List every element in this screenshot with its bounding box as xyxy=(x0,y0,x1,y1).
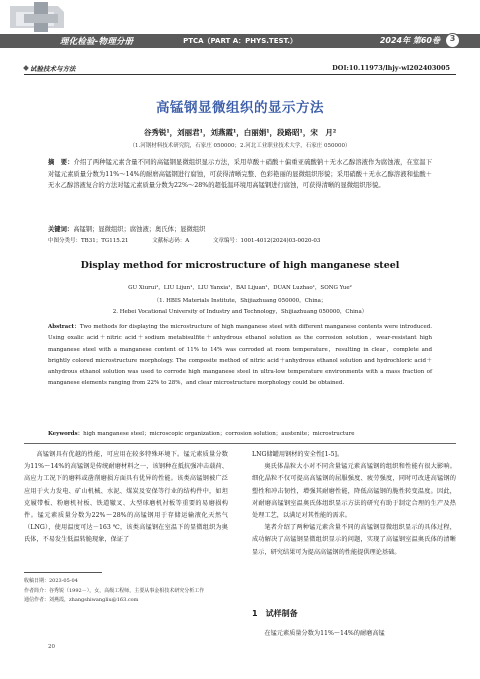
article-number: 文章编号：1001-4012(2024)03-0020-03 xyxy=(213,238,321,244)
issue-number: 3 xyxy=(449,34,456,43)
keywords-en-label: Keywords： xyxy=(48,431,84,437)
abstract-cn-text: 介绍了两种锰元素含量不同的高锰钢显微组织显示方法，采用草酸＋硝酸＋偏重亚硫酸钠＋无水乙醇溶液作为腐蚀液，在室温下对锰元素质量分数为11%～14%的耐磨高锰钢进行腐蚀，可获得清晰完整、色彩艳丽的显微组织形貌；采用硝酸＋无水乙醇溶液和盐酸＋无水乙醇溶液复合的方法对锰元素质量分数为22%～28%的超低温环境用高锰钢进行腐蚀，可获得清晰的显微组织形貌。 xyxy=(48,159,433,190)
body-paragraph: 笔者介绍了两种锰元素含量不同的高锰钢显微组织显示的具体过程，成功解决了高锰钢显微组织显示的问题，实现了高锰钢室温奥氏体的清晰显示，研究结果可为提高高锰钢的性能提供理论基础。 xyxy=(252,524,456,556)
body-left-column: 高锰钢具有优越的性能，可应用在较多特殊环境下。锰元素质量分数为11%～14%的高锰钢是传统耐磨材料之一，该钢种在抵抗强冲击载荷、高应力工况下的磨料或凿削磨损方面具有优异的性能。该类高锰钢被广泛应用于火力发电、矿山机械、水泥、煤炭及安保等行业的结构件中，如坦克履带板、粉磨机衬板、铁道辙叉、大型球磨机衬板等重要的易磨损构件。锰元素质量分数为22%～28%的高锰钢用于存储运输液化天然气（LNG），使用温度可达－163 ℃，该类高锰钢在室温下的显微组织为奥氏体，不易发生低温转脆现象，保证了 xyxy=(24,451,228,544)
affiliations-cn: （1.河钢材料技术研究院，石家庄 050000；2.河北工业职业技术大学，石家庄 050000） xyxy=(129,143,351,149)
body-paragraph: 奥氏体晶粒大小对不同含量锰元素高锰钢的组织和性能有很大影响。细化晶粒不仅可提高高锰钢的屈服强度、疲劳强度，同时可改进高锰钢的塑性和冲击韧性，增强其耐磨性能，降低高锰钢的脆性转变温度。因此，对耐磨高锰钢室温奥氏体组织显示方法的研究有助于制定合理的生产及热处理工艺，以满足对其性能的需求。 xyxy=(252,463,456,520)
author-bio: 作者简介：谷秀锐（1992－），女，高级工程师，主要从事金相技术研究分析工作 xyxy=(24,587,205,594)
section-heading: 1 试样制备 xyxy=(252,609,298,618)
received-date: 收稿日期：2023-05-04 xyxy=(24,578,78,584)
keywords-cn xyxy=(48,224,432,236)
abstract-cn xyxy=(48,157,432,192)
page-number: 20 xyxy=(48,644,55,650)
affiliation-en-1: （1. HBIS Materials Institute，Shijiazhuang 050000，China； xyxy=(153,298,327,304)
paper-title-cn: 高锰钢显微组织的显示方法 xyxy=(156,100,324,116)
authors-cn: 谷秀锐¹，刘丽君¹，刘燕霞¹，白丽娟¹，段路昭¹，宋 月² xyxy=(143,128,337,137)
footnote xyxy=(24,577,228,606)
keywords-en xyxy=(48,429,432,440)
keywords-cn-text: 高锰钢；显微组织；腐蚀液；奥氏体；显微组织 xyxy=(73,226,206,233)
paper-title-en: Display method for microstructure of high manganese steel xyxy=(80,260,400,271)
doi-link[interactable]: DOI:10.11973/lhjy-wl202403005 xyxy=(332,64,450,72)
journal-name: PTCA（PART A：PHYS.TEST.） xyxy=(183,37,297,45)
corresponding-author: 通信作者：刘燕霞，zhangshiwangliu@163.com xyxy=(24,597,139,603)
section-diamond-icon xyxy=(23,65,29,71)
authors-en: GU Xiurui¹，LIU Lijun¹，LIU Yanxia¹，BAI Lijuan¹，DUAN Luzhao¹，SONG Yue² xyxy=(128,285,352,291)
body-paragraph: 在锰元素质量分数为11%～14%的耐磨高锰 xyxy=(264,630,385,637)
keywords-cn-label: 关键词： xyxy=(48,226,74,233)
section-label: 试验技术与方法 xyxy=(30,65,76,73)
document-code: 文献标志码：A xyxy=(152,238,190,244)
abstract-en xyxy=(48,322,432,390)
affiliation-en-2: 2. Hebei Vocational University of Industry and Technology，Shijiazhuang 050000，China） xyxy=(112,309,368,315)
clc-number: 中图分类号：TB31；TG115.21 xyxy=(48,238,129,244)
abstract-divider xyxy=(24,443,456,444)
classification-line xyxy=(48,236,432,244)
keywords-en-text: high manganese steel；microscopic organization；corrosion solution；austenite；microstructure xyxy=(83,431,355,437)
journal-brand: 理化检验-物理分册 xyxy=(60,37,134,47)
abstract-en-text: Two methods for displaying the microstructure of high manganese steel with different manganese contents were introduced. Using oxalic acid＋nitric acid＋sodium metabisulfite＋anhydrous ethanol solution as the corrosion solution，wear-resistant high manganese steel with a manganese content of 11% to 14% was corroded at room temperature，resulting in clear，complete and brightly colored microstructure morphology. The composite method of nitric acid＋anhydrous ethanol solution and hydrochloric acid＋anhydrous ethanol solution was used to corrode high manganese steel in ultra-low temperature environments with a mass fraction of manganese elements ranging from 22% to 28%，and clear microstructure morphology could be obtained. xyxy=(48,324,432,387)
abstract-cn-label: 摘 要： xyxy=(48,159,74,166)
volume-label: 2024年 第60卷 xyxy=(379,36,440,45)
body-right-column xyxy=(252,449,456,559)
body-paragraph: LNG储罐用钢材的安全性[1-5]。 xyxy=(252,451,344,458)
abstract-en-label: Abstract： xyxy=(48,324,80,330)
header-divider xyxy=(24,74,456,75)
footnote-divider xyxy=(24,572,102,573)
